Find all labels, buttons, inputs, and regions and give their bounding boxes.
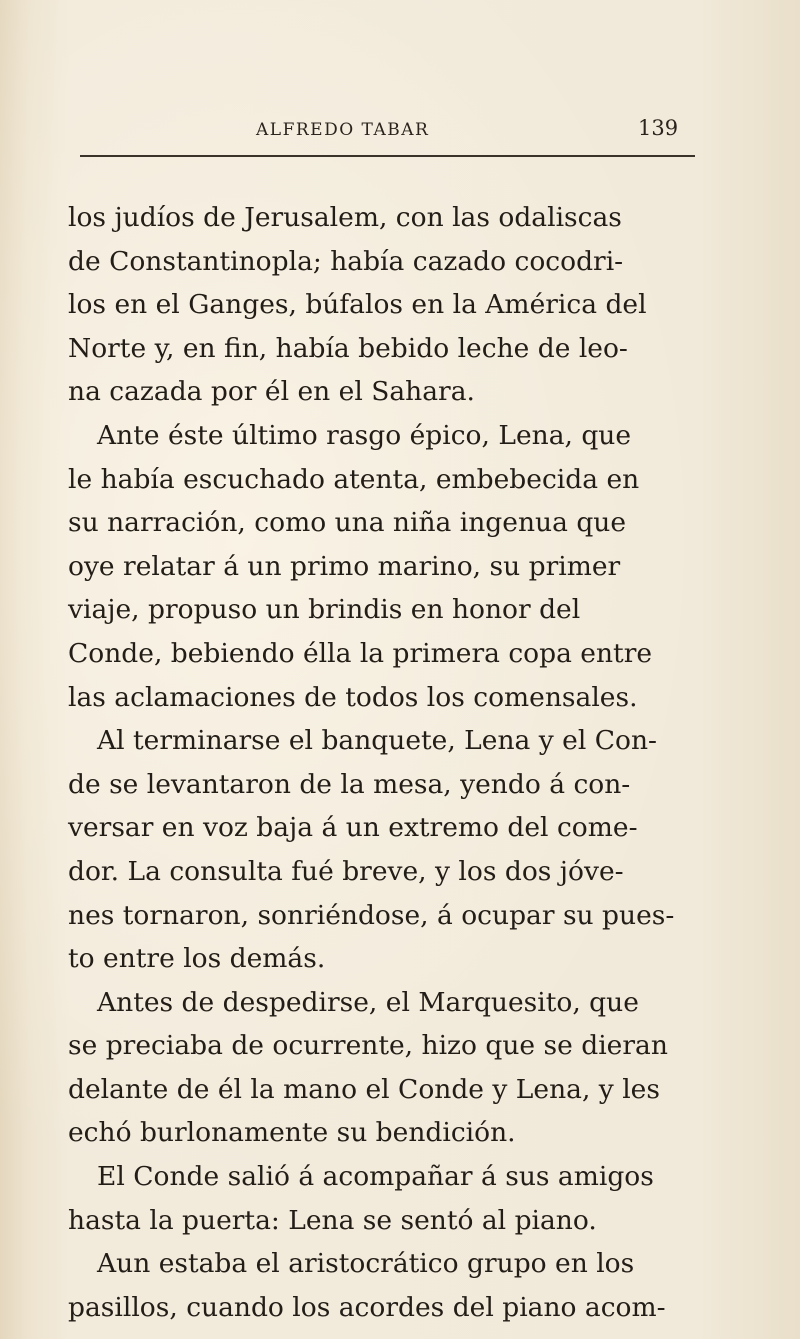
text-line: le había escuchado atenta, embebecida en: [68, 463, 640, 495]
text-line: los judíos de Jerusalem, con las odaliscas: [68, 202, 622, 233]
text-line: su narración, como una niña ingenua que: [68, 507, 627, 539]
text-line: Aun estaba el aristocrático grupo en los: [97, 1248, 635, 1280]
text-line: Antes de despedirse, el Marquesito, que: [97, 986, 639, 1018]
text-line: Norte y, en fin, había bebido leche de leo-: [68, 332, 628, 364]
text-line: hasta la puerta: Lena se sentó al piano.: [68, 1204, 597, 1236]
text-line: dor. La consulta fué breve, y los dos jóve-: [68, 855, 624, 887]
text-line: versar en voz baja á un extremo del come-: [68, 812, 638, 844]
text-line: de se levantaron de la mesa, yendo á con-: [68, 768, 631, 800]
text-line: se preciaba de ocurrente, hizo que se dieran: [68, 1030, 668, 1062]
text-line: de Constantinopla; había cazado cocodri-: [68, 245, 624, 277]
text-line: Conde, bebiendo élla la primera copa entre: [68, 637, 653, 669]
text-line: Ante éste último rasgo épico, Lena, que: [97, 419, 632, 451]
header-rule: [80, 155, 695, 157]
text-line: las aclamaciones de todos los comensales.: [68, 681, 638, 713]
text-line: echó burlonamente su bendición.: [68, 1117, 516, 1149]
text-line: nes tornaron, sonriéndose, á ocupar su pues-: [68, 899, 675, 931]
text-line: pasillos, cuando los acordes del piano acom-: [68, 1291, 666, 1323]
text-line: viaje, propuso un brindis en honor del: [68, 594, 581, 626]
text-line: El Conde salió á acompañar á sus amigos: [97, 1161, 654, 1193]
text-line: na cazada por él en el Sahara.: [68, 376, 475, 408]
text-line: Al terminarse el banquete, Lena y el Con-: [97, 725, 657, 757]
text-line: to entre los demás.: [68, 943, 326, 975]
text-line: los en el Ganges, búfalos en la América del: [68, 289, 647, 321]
body-text: [68, 196, 708, 1329]
text-line: oye relatar á un primo marino, su primer: [68, 550, 621, 582]
page-number: 139: [638, 116, 679, 140]
running-title: ALFREDO TABAR: [256, 120, 430, 140]
page-header: [256, 118, 696, 158]
text-line: delante de él la mano el Conde y Lena, y les: [68, 1073, 660, 1105]
